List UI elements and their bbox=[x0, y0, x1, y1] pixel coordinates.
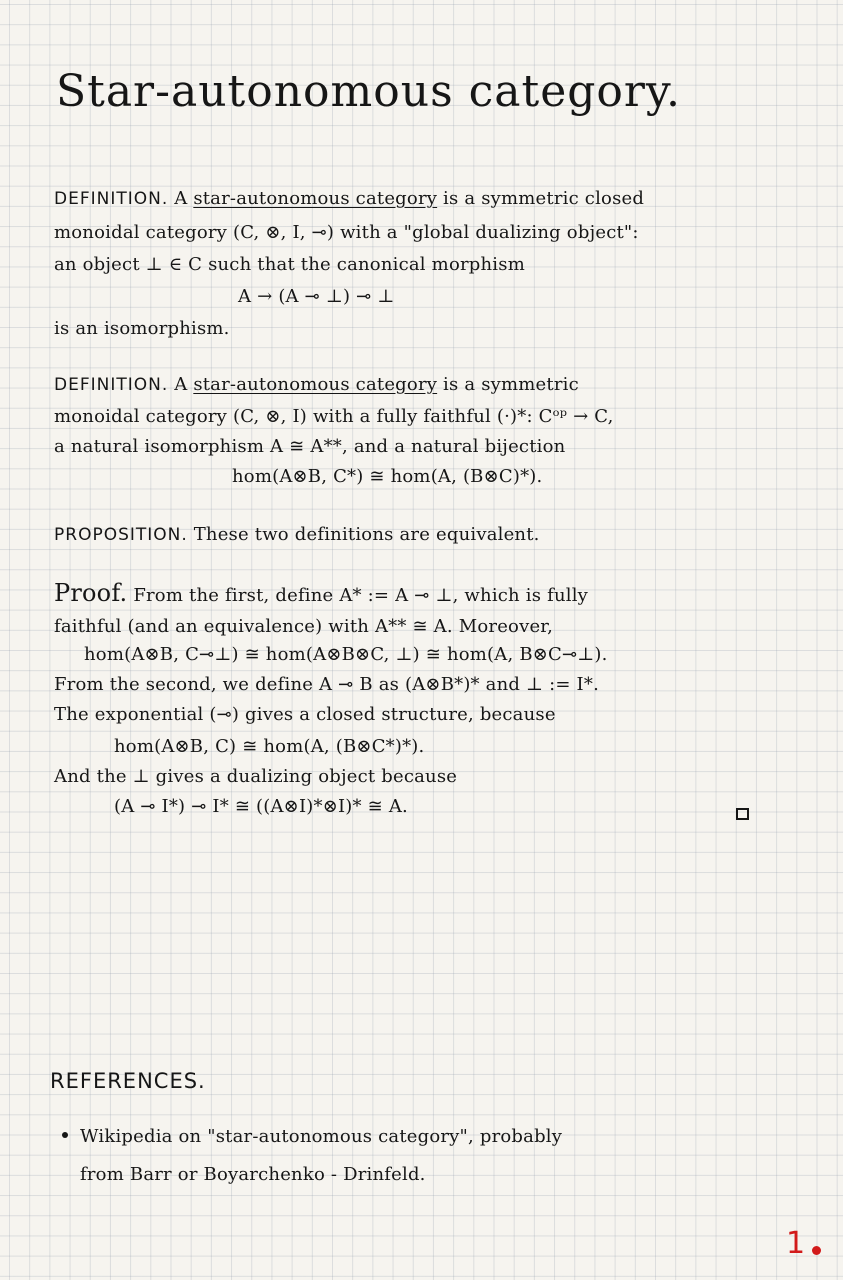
proposition-text: These two definitions are equivalent. bbox=[193, 524, 540, 545]
definition-1-line-1 bbox=[54, 188, 644, 210]
proof-line-4: From the second, we define A ⊸ B as (A⊗B*)* and ⊥ := I*. bbox=[54, 674, 599, 695]
proof-line-1 bbox=[54, 579, 589, 607]
definition-2-line-2: monoidal category (C, ⊗, I) with a fully faithful (·)*: Cᵒᵖ → C, bbox=[54, 406, 614, 427]
page-number-dot-icon bbox=[812, 1246, 821, 1255]
definition-2-line-1 bbox=[54, 374, 579, 396]
definition-2-line-3: a natural isomorphism A ≅ A**, and a natural bijection bbox=[54, 436, 566, 457]
definition-1-article: A bbox=[174, 188, 188, 209]
reference-line-1: Wikipedia on "star-autonomous category", probably bbox=[80, 1126, 563, 1147]
definition-1-term: star-autonomous category bbox=[193, 188, 438, 209]
proof-text-1: From the first, define A* := A ⊸ ⊥, which is fully bbox=[133, 585, 589, 606]
definition-2-label: DEFINITION. bbox=[54, 375, 169, 395]
qed-square-icon bbox=[736, 808, 749, 820]
definition-1-line-3: an object ⊥ ∈ C such that the canonical morphism bbox=[54, 254, 525, 275]
definition-2-formula: hom(A⊗B, C*) ≅ hom(A, (B⊗C)*). bbox=[232, 466, 543, 487]
definition-2-text: is a symmetric bbox=[443, 374, 579, 395]
proof-line-3: hom(A⊗B, C⊸⊥) ≅ hom(A⊗B⊗C, ⊥) ≅ hom(A, B⊗C⊸⊥). bbox=[84, 644, 608, 665]
definition-2-article: A bbox=[174, 374, 188, 395]
proof-line-5: The exponential (⊸) gives a closed structure, because bbox=[54, 704, 556, 725]
references-heading: REFERENCES. bbox=[50, 1069, 206, 1093]
definition-1-text: is a symmetric closed bbox=[443, 188, 645, 209]
reference-line-2: from Barr or Boyarchenko - Drinfeld. bbox=[80, 1164, 426, 1185]
proof-line-6: hom(A⊗B, C) ≅ hom(A, (B⊗C*)*). bbox=[114, 736, 425, 757]
definition-1-label: DEFINITION. bbox=[54, 189, 169, 209]
definition-2-term: star-autonomous category bbox=[193, 374, 438, 395]
proposition-label: PROPOSITION. bbox=[54, 525, 188, 545]
proposition bbox=[54, 524, 540, 546]
definition-1-line-2: monoidal category (C, ⊗, I, ⊸) with a "global dualizing object": bbox=[54, 222, 639, 243]
bullet-icon bbox=[62, 1132, 68, 1138]
page-number: 1 bbox=[786, 1226, 806, 1261]
definition-1-line-5: is an isomorphism. bbox=[54, 318, 230, 339]
proof-line-7: And the ⊥ gives a dualizing object because bbox=[54, 766, 458, 787]
proof-label: Proof. bbox=[54, 579, 128, 607]
proof-line-2: faithful (and an equivalence) with A** ≅ A. Moreover, bbox=[54, 616, 554, 637]
page-title: Star-autonomous category. bbox=[56, 66, 681, 117]
proof-line-8: (A ⊸ I*) ⊸ I* ≅ ((A⊗I)*⊗I)* ≅ A. bbox=[114, 796, 408, 817]
definition-1-formula: A → (A ⊸ ⊥) ⊸ ⊥ bbox=[238, 286, 395, 307]
